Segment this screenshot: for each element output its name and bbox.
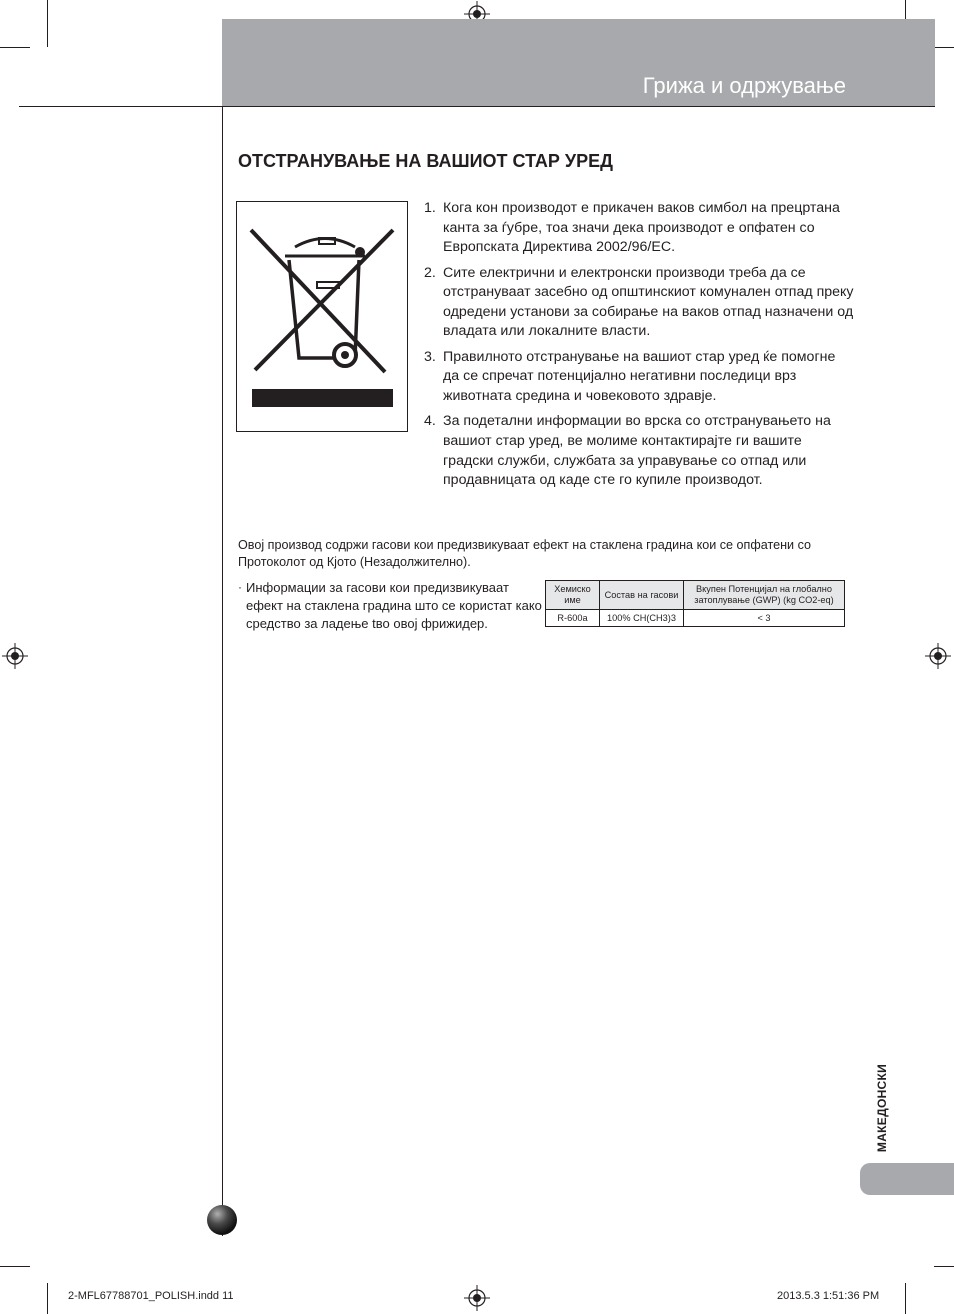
- footer-file-info: 2-MFL67788701_POLISH.indd 11: [68, 1290, 234, 1302]
- list-item: [424, 412, 854, 490]
- disposal-steps: [424, 199, 854, 497]
- ghg-bullet: [238, 579, 548, 633]
- step-number: 2.: [424, 264, 436, 281]
- footer-timestamp: 2013.5.3 1:51:36 PM: [777, 1290, 880, 1302]
- crop-mark: [47, 0, 48, 47]
- step-number: 3.: [424, 348, 436, 365]
- header-rule: [19, 106, 935, 107]
- bullet-text: Информации за гасови кои предизвикуваат ефект на стаклена градина што се користат како средство за ладење tво овој фрижидер.: [246, 580, 542, 631]
- registration-mark-icon: [464, 1285, 490, 1311]
- list-item: [424, 199, 854, 258]
- table-header: Состав на гасови: [600, 581, 684, 610]
- table-cell: R-600a: [546, 610, 600, 627]
- step-text: Кога кон производот е прикачен ваков симбол на прецртана канта за ѓубре, тоа значи дека производот е опфатен со Европската Директива 2002/96/EC.: [443, 200, 840, 256]
- table-row: [546, 610, 845, 627]
- table-cell: 100% CH(CH3)3: [600, 610, 684, 627]
- crop-mark: [934, 47, 954, 48]
- step-number: 4.: [424, 413, 436, 430]
- table-header-row: [546, 581, 845, 610]
- page-title: Грижа и одржување: [642, 73, 846, 98]
- list-item: [424, 348, 854, 407]
- table-header: Вкупен Потенцијал на глобално затоплување (GWP) (kg CO2-eq): [684, 581, 845, 610]
- crop-mark: [0, 1266, 30, 1267]
- registration-mark-icon: [925, 643, 951, 669]
- crop-mark: [47, 1283, 48, 1314]
- step-text: Правилното отстранување на вашиот стар уред ќе помогне да се спречат потенцијално негативни последици врз животната средина и човековото здравје.: [443, 348, 836, 404]
- weee-symbol-box: [236, 201, 408, 432]
- crop-mark: [934, 1266, 954, 1267]
- ghg-note: Овој производ содржи гасови кои предизвикуваат ефект на стаклена градина кои се опфатени со Протоколот од Кјото (Незадолжително).: [238, 538, 812, 569]
- language-label: [874, 1060, 890, 1156]
- crop-mark: [905, 0, 906, 19]
- step-text: За подетални информации во врска со отстранувањето на вашиот стар уред, ве молиме контактирајте ги вашите градски служби, службата за управување со отпад или продавницата од каде сте го купиле производот.: [443, 413, 831, 489]
- crop-mark: [905, 1283, 906, 1314]
- margin-rule: [222, 106, 223, 1236]
- language-tab: [860, 1163, 954, 1195]
- registration-mark-icon: [2, 643, 28, 669]
- page-marker: [207, 1205, 237, 1235]
- table-cell: < 3: [684, 610, 845, 627]
- language-label-text: МАКЕДОНСКИ: [875, 1063, 889, 1153]
- bullet-mark: ·: [238, 580, 242, 594]
- step-number: 1.: [424, 200, 436, 216]
- gas-table: [545, 580, 845, 627]
- step-text: Сите електрични и електронски производи треба да се отстрануваат засебно од општинскиот комунален отпад преку одредени установи за собирање на ваков отпад назначени од владата или локалните власти.: [443, 264, 854, 340]
- crossed-out-wheelie-bin-icon: [237, 202, 407, 431]
- crop-mark: [0, 47, 30, 48]
- list-item: [424, 264, 854, 342]
- table-header: Хемиско име: [546, 581, 600, 610]
- section-heading: ОТСТРАНУВАЊЕ НА ВАШИОТ СТАР УРЕД: [238, 151, 613, 171]
